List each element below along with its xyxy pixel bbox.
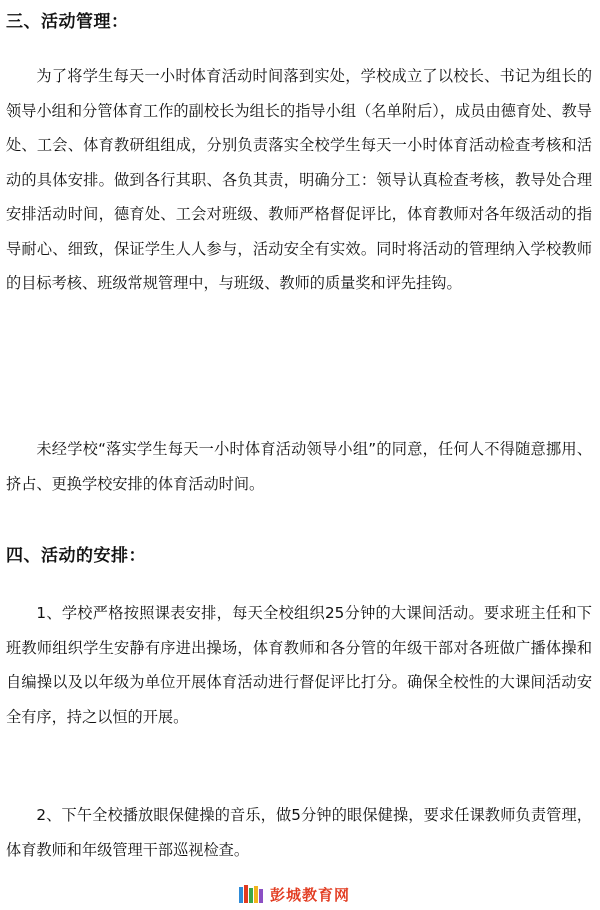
paragraph-big-break-activity: 1、学校严格按照课表安排，每天全校组织25分钟的大课间活动。要求班主任和下班教师组织学生安静有序进出操场，体育教师和各分管的年级干部对各班做广播体操和自编操以及以年级为单位开展体育活动进行督促评比打分。确保全校性的大课间活动安全有序，持之以恒的开展。 — [6, 604, 592, 726]
paragraph-management-structure: 为了将学生每天一小时体育活动时间落到实处，学校成立了以校长、书记为组长的领导小组和分管体育工作的副校长为组长的指导小组（名单附后），成员由德育处、教导处、工会、体育教研组组成，分别负责落实全校学生每天一小时体育活动检查考核和活动的具体安排。做到各行其职、各负其责，明确分工：领导认真检查考核，教导处合理安排活动时间，德育处、工会对班级、教师严格督促评比，体育教师对各年级活动的指导耐心、细致，保证学生人人参与，活动安全有实效。同时将活动的管理纳入学校教师的目标考核、班级常规管理中，与班级、教师的质量奖和评先挂钩。 — [6, 67, 592, 292]
paragraph-eye-exercise: 2、下午全校播放眼保健操的音乐，做5分钟的眼保健操，要求任课教师负责管理，体育教师和年级管理干部巡视检查。 — [6, 806, 592, 859]
watermark-logo — [238, 883, 368, 905]
books-icon — [238, 884, 264, 904]
section-heading-activity-arrangement: 四、活动的安排： — [6, 546, 146, 566]
paragraph-time-protection: 未经学校“落实学生每天一小时体育活动领导小组”的同意，任何人不得随意挪用、挤占、更换学校安排的体育活动时间。 — [6, 440, 592, 493]
section-heading-activity-management: 三、活动管理： — [6, 12, 129, 32]
watermark-text: 彭城教育网 — [270, 885, 351, 904]
